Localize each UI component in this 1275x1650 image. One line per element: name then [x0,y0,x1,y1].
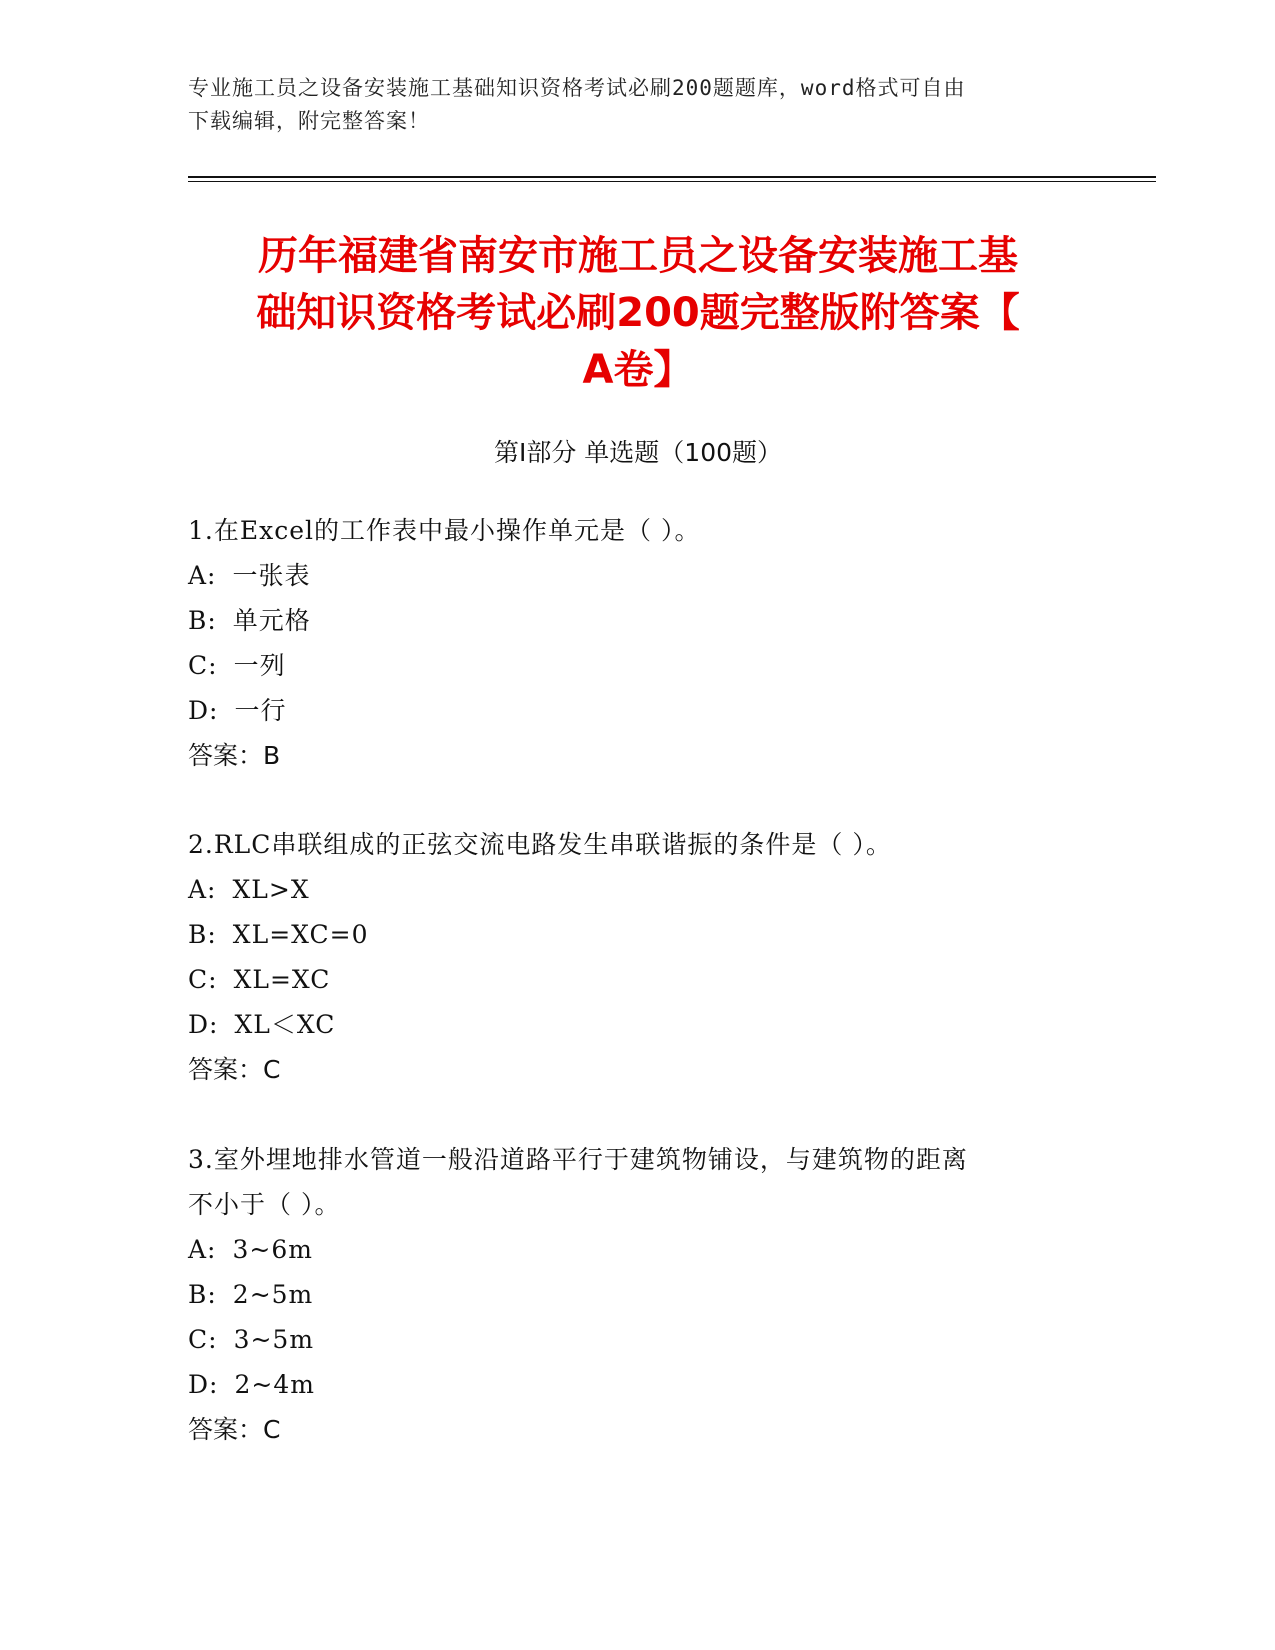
option-key: A: [188,875,217,904]
question-stem: 2.RLC串联组成的正弦交流电路发生串联谐振的条件是（ ）。 [188,830,892,859]
question-stem-line-1: 3.室外埋地排水管道一般沿道路平行于建筑物铺设，与建筑物的距离 [188,1145,968,1174]
option-a [188,1227,1088,1272]
option-key: D: [188,1370,219,1399]
option-text: 2~5m [232,1280,314,1309]
question-stem-line-2: 不小于（ ）。 [188,1190,341,1219]
option-key: A: [188,1235,217,1264]
section-heading: 第Ⅰ部分 单选题（100题） [493,438,783,467]
header-line-1: 专业施工员之设备安装施工基础知识资格考试必刷200题题库，word格式可自由 [188,76,966,100]
option-text: 3~5m [233,1325,315,1354]
answer-line: 答案：C [188,1055,281,1084]
option-b [188,1272,1088,1317]
option-key: D: [188,1010,219,1039]
option-text: XL=XC=0 [232,920,369,949]
option-text: XL>X [232,875,310,904]
question-2 [188,822,1088,1092]
document-title [188,228,1088,399]
option-text: 单元格 [232,606,311,635]
title-line-3: A卷】 [582,347,694,393]
option-d [188,1362,1088,1407]
header-description [188,72,1078,138]
option-key: B: [188,920,217,949]
answer-line: 答案：C [188,1415,281,1444]
option-b [188,598,1088,643]
option-key: B: [188,606,217,635]
question-3 [188,1137,1088,1452]
header-divider-thick [188,176,1156,178]
option-a [188,867,1088,912]
title-line-2: 础知识资格考试必刷200题完整版附答案【 [256,290,1020,336]
question-1 [188,508,1088,778]
option-text: 一行 [234,696,287,725]
option-c [188,1317,1088,1362]
header-line-2: 下载编辑，附完整答案！ [188,109,430,133]
option-text: 一张表 [232,561,311,590]
option-b [188,912,1088,957]
header-divider-thin [188,181,1156,182]
option-key: D: [188,696,219,725]
option-text: 3~6m [232,1235,313,1264]
option-text: XL＜XC [234,1010,336,1039]
option-a [188,553,1088,598]
answer-line: 答案：B [188,741,281,770]
option-c [188,957,1088,1002]
option-d [188,1002,1088,1047]
question-stem: 1.在Excel的工作表中最小操作单元是（ ）。 [188,516,701,545]
option-key: A: [188,561,217,590]
option-key: C: [188,651,218,680]
option-key: C: [188,965,218,994]
title-line-1: 历年福建省南安市施工员之设备安装施工基 [258,233,1018,279]
option-c [188,643,1088,688]
option-key: B: [188,1280,217,1309]
option-text: 一列 [233,651,286,680]
option-text: 2~4m [234,1370,315,1399]
option-d [188,688,1088,733]
option-key: C: [188,1325,218,1354]
option-text: XL=XC [233,965,331,994]
